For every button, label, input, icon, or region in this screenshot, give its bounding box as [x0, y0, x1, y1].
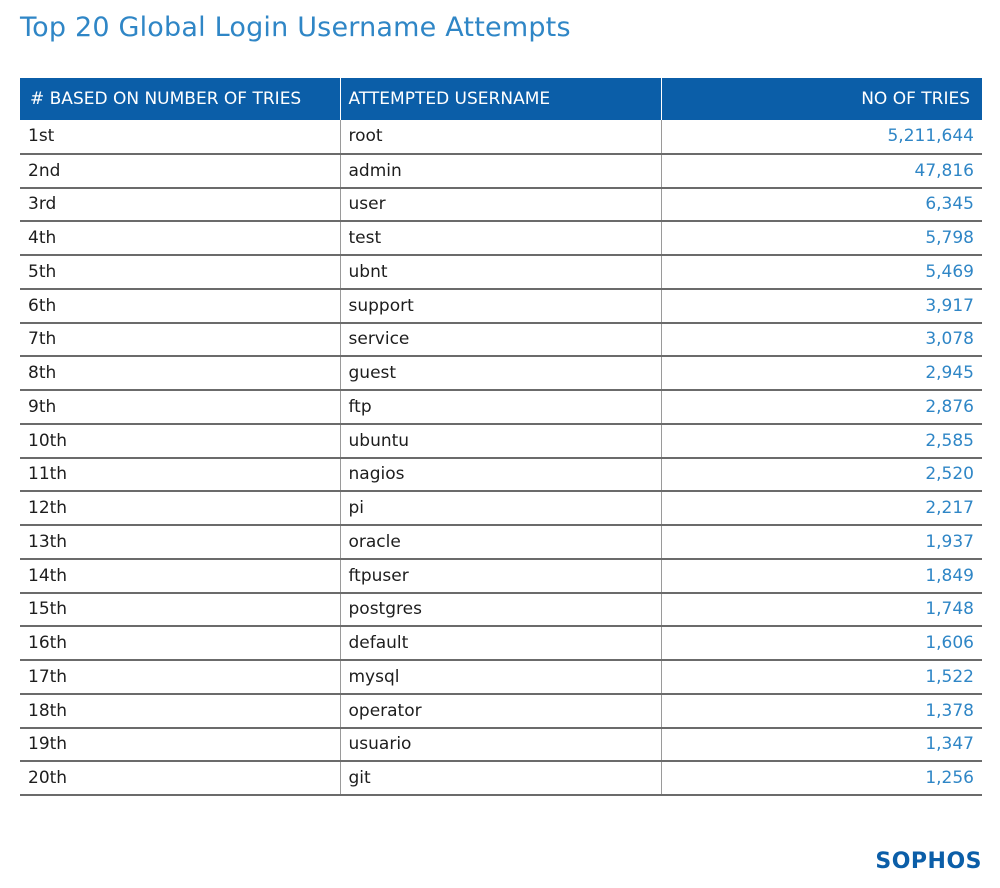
table-row: [20, 559, 982, 593]
username-cell: default: [340, 626, 661, 660]
table-row: [20, 356, 982, 390]
table-row: [20, 221, 982, 255]
table-row: [20, 728, 982, 762]
rank-cell: 16th: [20, 626, 340, 660]
column-header-username: ATTEMPTED USERNAME: [340, 78, 661, 120]
table-row: [20, 593, 982, 627]
table-row: [20, 390, 982, 424]
username-cell: ftpuser: [340, 559, 661, 593]
data-table: [20, 78, 982, 796]
username-cell: service: [340, 323, 661, 357]
tries-cell: 3,078: [661, 323, 982, 357]
username-cell: ftp: [340, 390, 661, 424]
tries-cell: 2,585: [661, 424, 982, 458]
tries-cell: 2,945: [661, 356, 982, 390]
rank-cell: 14th: [20, 559, 340, 593]
rank-cell: 10th: [20, 424, 340, 458]
tries-cell: 1,748: [661, 593, 982, 627]
username-cell: pi: [340, 491, 661, 525]
rank-cell: 20th: [20, 761, 340, 795]
tries-cell: 1,849: [661, 559, 982, 593]
tries-cell: 1,378: [661, 694, 982, 728]
username-cell: usuario: [340, 728, 661, 762]
rank-cell: 15th: [20, 593, 340, 627]
rank-cell: 5th: [20, 255, 340, 289]
table-row: [20, 154, 982, 188]
tries-cell: 1,347: [661, 728, 982, 762]
username-cell: root: [340, 120, 661, 154]
rank-cell: 4th: [20, 221, 340, 255]
table-row: [20, 188, 982, 222]
tries-cell: 2,520: [661, 458, 982, 492]
rank-cell: 9th: [20, 390, 340, 424]
tries-cell: 2,217: [661, 491, 982, 525]
table-row: [20, 660, 982, 694]
table-row: [20, 289, 982, 323]
tries-cell: 1,937: [661, 525, 982, 559]
rank-cell: 11th: [20, 458, 340, 492]
rank-cell: 8th: [20, 356, 340, 390]
column-header-tries: NO OF TRIES: [661, 78, 982, 120]
rank-cell: 13th: [20, 525, 340, 559]
column-header-rank: # BASED ON NUMBER OF TRIES: [20, 78, 340, 120]
table-row: [20, 255, 982, 289]
username-cell: mysql: [340, 660, 661, 694]
page-title: Top 20 Global Login Username Attempts: [20, 12, 571, 43]
table-row: [20, 525, 982, 559]
rank-cell: 3rd: [20, 188, 340, 222]
username-cell: user: [340, 188, 661, 222]
username-cell: git: [340, 761, 661, 795]
sophos-logo: SOPHOS: [875, 849, 982, 874]
rank-cell: 6th: [20, 289, 340, 323]
username-cell: oracle: [340, 525, 661, 559]
rank-cell: 12th: [20, 491, 340, 525]
rank-cell: 19th: [20, 728, 340, 762]
tries-cell: 5,211,644: [661, 120, 982, 154]
tries-cell: 5,798: [661, 221, 982, 255]
tries-cell: 47,816: [661, 154, 982, 188]
tries-cell: 1,522: [661, 660, 982, 694]
tries-cell: 2,876: [661, 390, 982, 424]
tries-cell: 5,469: [661, 255, 982, 289]
rank-cell: 18th: [20, 694, 340, 728]
rank-cell: 2nd: [20, 154, 340, 188]
username-cell: nagios: [340, 458, 661, 492]
table-row: [20, 694, 982, 728]
username-cell: ubuntu: [340, 424, 661, 458]
rank-cell: 17th: [20, 660, 340, 694]
username-cell: postgres: [340, 593, 661, 627]
username-cell: support: [340, 289, 661, 323]
username-cell: admin: [340, 154, 661, 188]
username-cell: ubnt: [340, 255, 661, 289]
tries-cell: 1,256: [661, 761, 982, 795]
table-body: [20, 120, 982, 795]
table-row: [20, 424, 982, 458]
table-row: [20, 626, 982, 660]
table-row: [20, 458, 982, 492]
rank-cell: 7th: [20, 323, 340, 357]
tries-cell: 1,606: [661, 626, 982, 660]
username-cell: guest: [340, 356, 661, 390]
table-row: [20, 120, 982, 154]
username-cell: operator: [340, 694, 661, 728]
table-row: [20, 761, 982, 795]
username-cell: test: [340, 221, 661, 255]
tries-cell: 3,917: [661, 289, 982, 323]
table-header-row: [20, 78, 982, 120]
table-row: [20, 323, 982, 357]
rank-cell: 1st: [20, 120, 340, 154]
tries-cell: 6,345: [661, 188, 982, 222]
table-row: [20, 491, 982, 525]
